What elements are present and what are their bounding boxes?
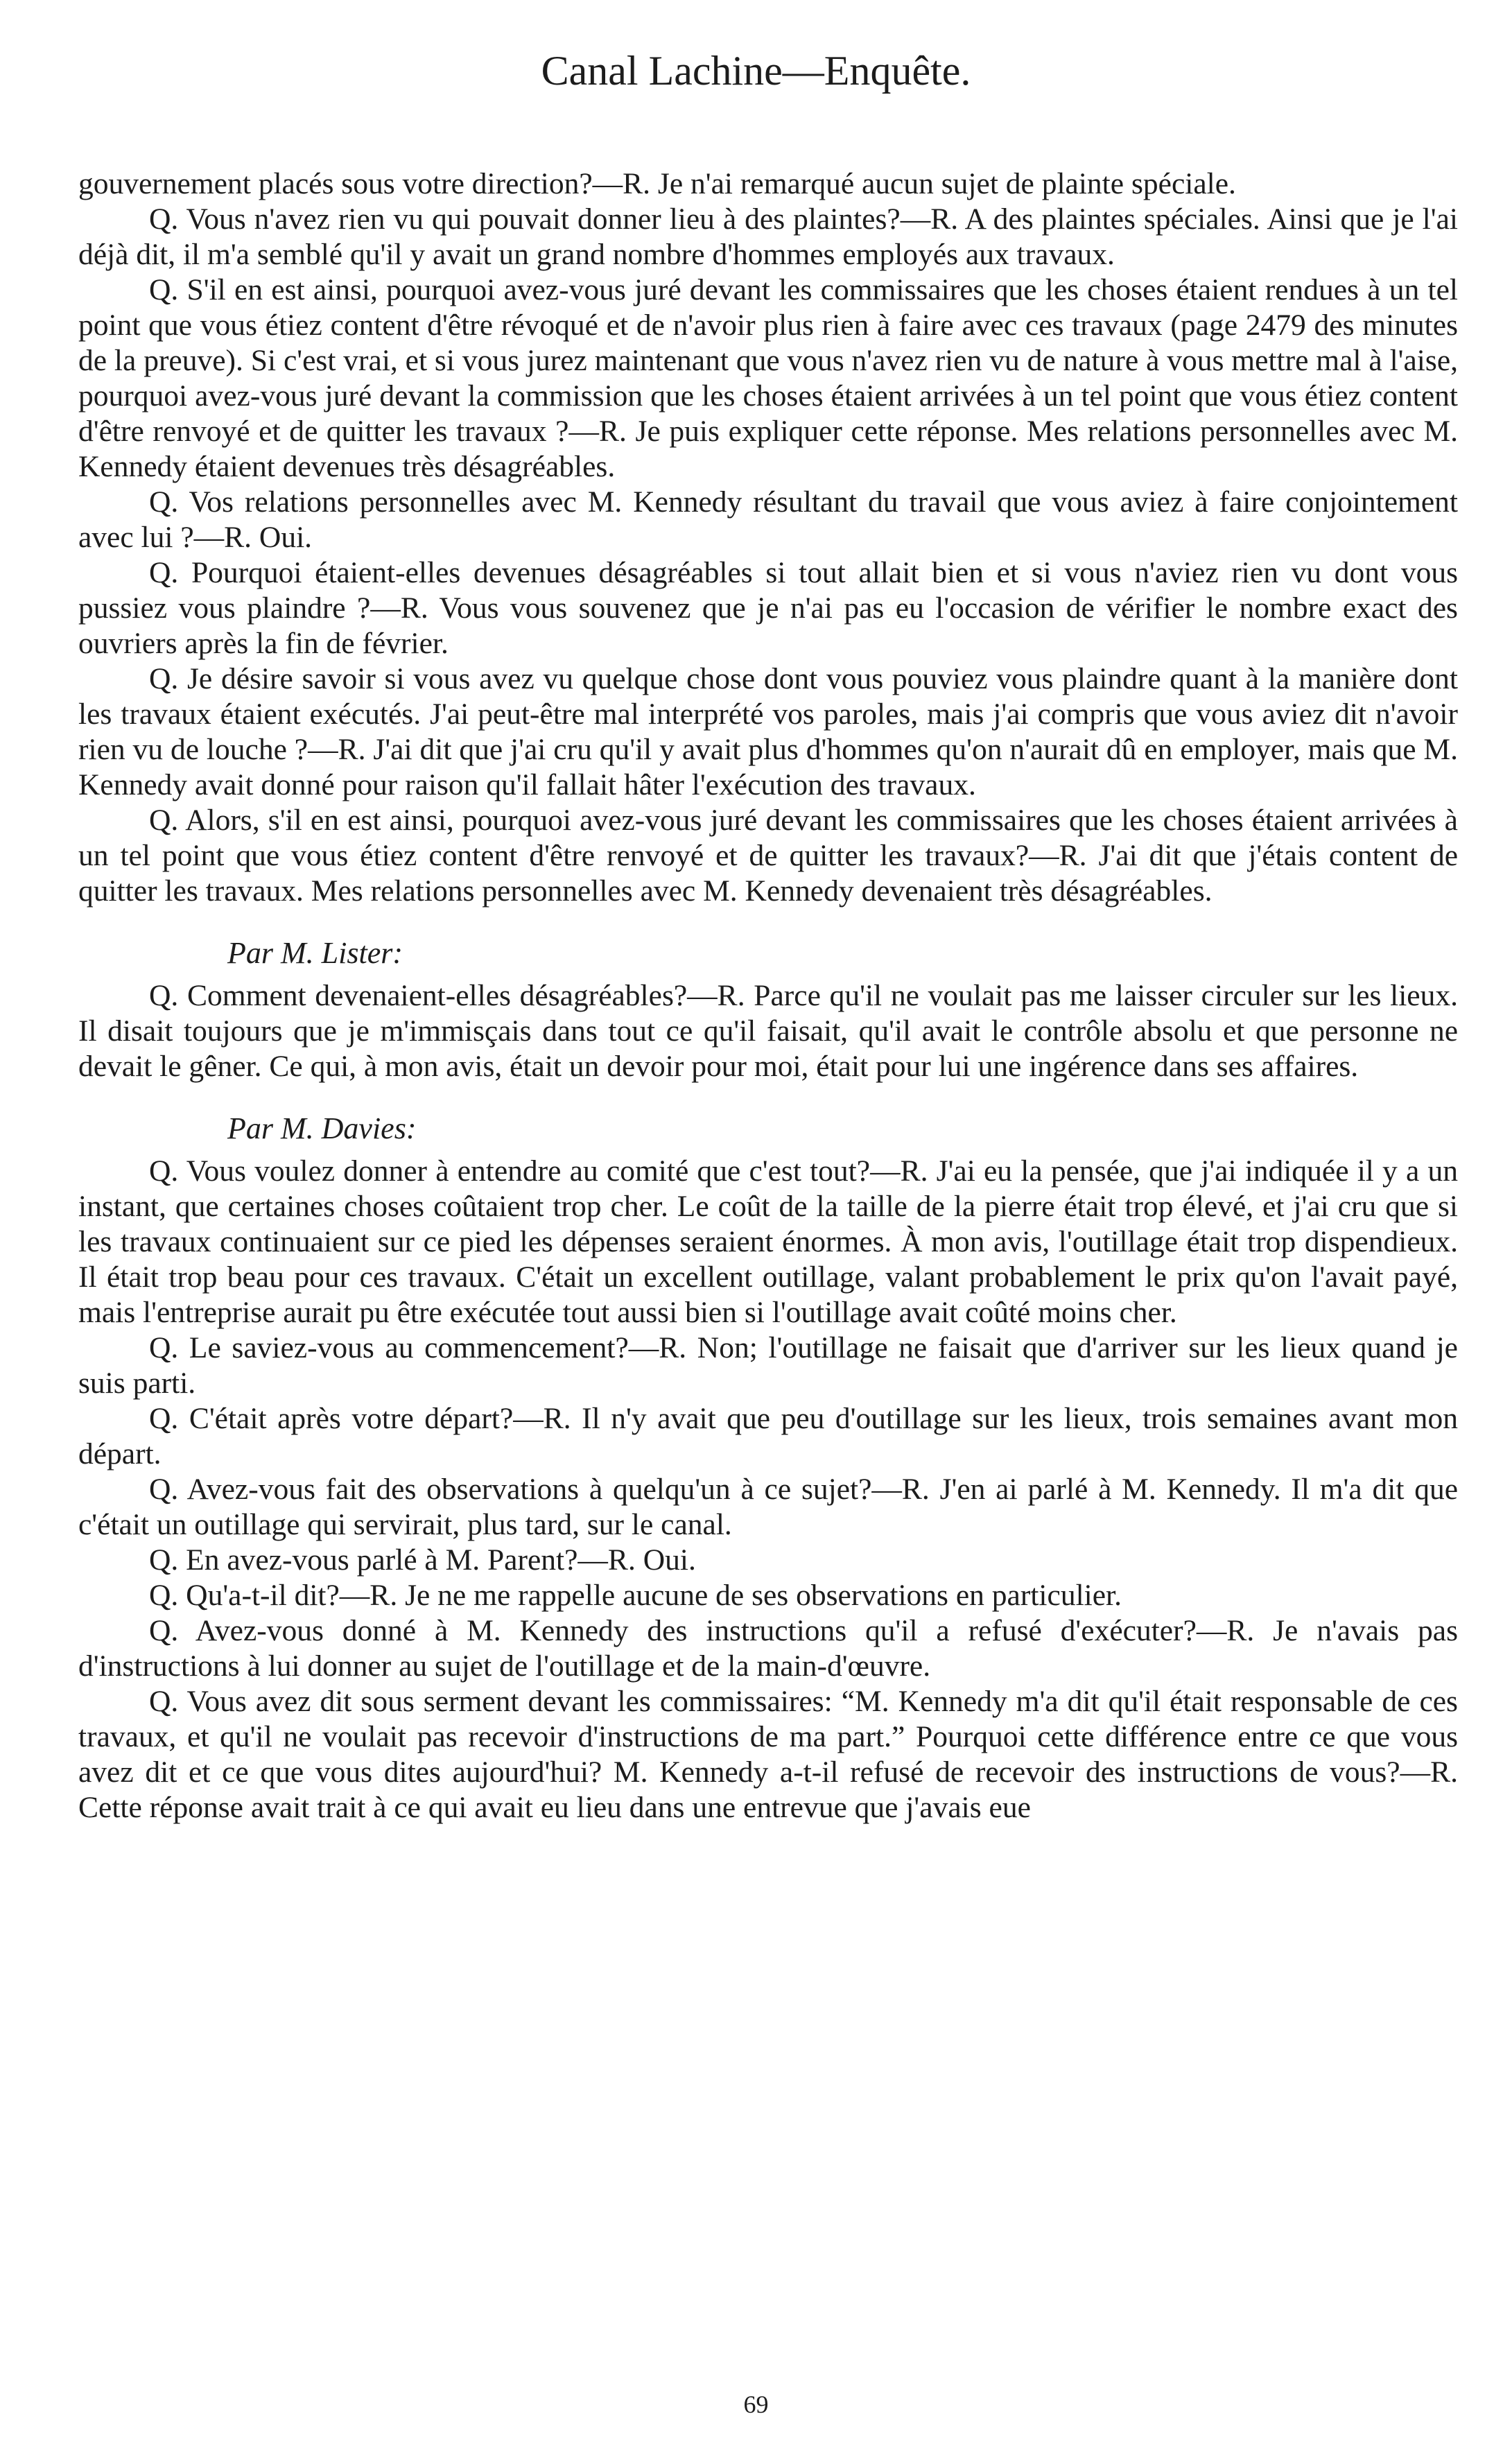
paragraph: Q. Pourquoi étaient-elles devenues désagréables si tout allait bien et si vous n'aviez rien vu dont vous pussiez vous plaindre ?—R. Vous vous souvenez que je n'ai pas eu l'occasion de vérifier le nombre exact des ouvriers après la fin de février. — [78, 556, 1458, 660]
document-body — [78, 166, 1458, 1825]
paragraph: Q. Comment devenaient-elles désagréables?—R. Parce qu'il ne voulait pas me laisser circuler sur les lieux. Il disait toujours que je m'immisçais dans tout ce qu'il faisait, qu'il avait le contrôle absolu et que personne ne devait le gêner. Ce qui, à mon avis, était un devoir pour moi, était pour lui une ingérence dans ses affaires. — [78, 979, 1458, 1083]
paragraph: Q. Vos relations personnelles avec M. Kennedy résultant du travail que vous aviez à faire conjointement avec lui ?—R. Oui. — [78, 485, 1458, 554]
paragraph: Q. Avez-vous fait des observations à quelqu'un à ce sujet?—R. J'en ai parlé à M. Kennedy. Il m'a dit que c'était un outillage qui servirait, plus tard, sur le canal. — [78, 1473, 1458, 1541]
paragraph: Q. Vous n'avez rien vu qui pouvait donner lieu à des plaintes?—R. A des plaintes spéciales. Ainsi que je l'ai déjà dit, il m'a semblé qu'il y avait un grand nombre d'hommes employés aux travaux. — [78, 202, 1458, 271]
paragraph: Q. Avez-vous donné à M. Kennedy des instructions qu'il a refusé d'exécuter?—R. Je n'avais pas d'instructions à lui donner au sujet de l'outillage et de la main-d'œuvre. — [78, 1614, 1458, 1683]
page-title: Canal Lachine—Enquête. — [541, 48, 971, 94]
paragraph: gouvernement placés sous votre direction?—R. Je n'ai remarqué aucun sujet de plainte spéciale. — [78, 167, 1236, 200]
page-number: 69 — [743, 2391, 769, 2418]
paragraph: Q. Vous voulez donner à entendre au comité que c'est tout?—R. J'ai eu la pensée, que j'ai indiquée il y a un instant, que certaines choses coûtaient trop cher. Le coût de la taille de la pierre était trop élevé, et j'ai cru que si les travaux continuaient sur ce pied les dépenses seraient énormes. À mon avis, l'outillage était trop dispendieux. Il était trop beau pour ces travaux. C'était un excellent outillage, valant probablement le prix qu'on l'avait payé, mais l'entreprise aurait pu être exécutée tout aussi bien si l'outillage avait coûté moins cher. — [78, 1154, 1458, 1329]
section-heading-lister: Par M. Lister: — [227, 936, 403, 970]
paragraph: Q. S'il en est ainsi, pourquoi avez-vous juré devant les commissaires que les choses étaient rendues à un tel point que vous étiez content d'être révoqué et de n'avoir plus rien à faire avec ces travaux (page 2479 des minutes de la preuve). Si c'est vrai, et si vous jurez maintenant que vous n'avez rien vu de nature à vous mettre mal à l'aise, pourquoi avez-vous juré devant la commission que les choses étaient arrivées à un tel point que vous étiez content d'être renvoyé et de quitter les travaux ?—R. Je puis expliquer cette réponse. Mes relations personnelles avec M. Kennedy étaient devenues très désagréables. — [78, 273, 1458, 483]
section-heading-davies: Par M. Davies: — [227, 1111, 417, 1145]
paragraph: Q. Je désire savoir si vous avez vu quelque chose dont vous pouviez vous plaindre quant à la manière dont les travaux étaient exécutés. J'ai peut-être mal interprété vos paroles, mais j'ai compris que vous aviez dit n'avoir rien vu de louche ?—R. J'ai dit que j'ai cru qu'il y avait plus d'hommes qu'on n'aurait dû en employer, mais que M. Kennedy avait donné pour raison qu'il fallait hâter l'exécution des travaux. — [78, 662, 1458, 801]
paragraph: Q. Le saviez-vous au commencement?—R. Non; l'outillage ne faisait que d'arriver sur les lieux quand je suis parti. — [78, 1331, 1458, 1400]
paragraph: Q. Vous avez dit sous serment devant les commissaires: “M. Kennedy m'a dit qu'il était responsable de ces travaux, et qu'il ne voulait pas recevoir d'instructions de ma part.” Pourquoi cette différence entre ce que vous avez dit et ce que vous dites aujourd'hui? M. Kennedy a-t-il refusé de recevoir des instructions de vous?—R. Cette réponse avait trait à ce qui avait eu lieu dans une entrevue que j'avais eue — [78, 1685, 1458, 1824]
paragraph: Q. En avez-vous parlé à M. Parent?—R. Oui. — [149, 1543, 696, 1577]
paragraph: Q. Alors, s'il en est ainsi, pourquoi avez-vous juré devant les commissaires que les choses étaient arrivées à un tel point que vous étiez content d'être renvoyé et de quitter les travaux?—R. J'ai dit que j'étais content de quitter les travaux. Mes relations personnelles avec M. Kennedy devenaient très désagréables. — [78, 804, 1458, 908]
paragraph: Q. Qu'a-t-il dit?—R. Je ne me rappelle aucune de ses observations en particulier. — [149, 1579, 1122, 1612]
paragraph: Q. C'était après votre départ?—R. Il n'y avait que peu d'outillage sur les lieux, trois semaines avant mon départ. — [78, 1402, 1458, 1471]
